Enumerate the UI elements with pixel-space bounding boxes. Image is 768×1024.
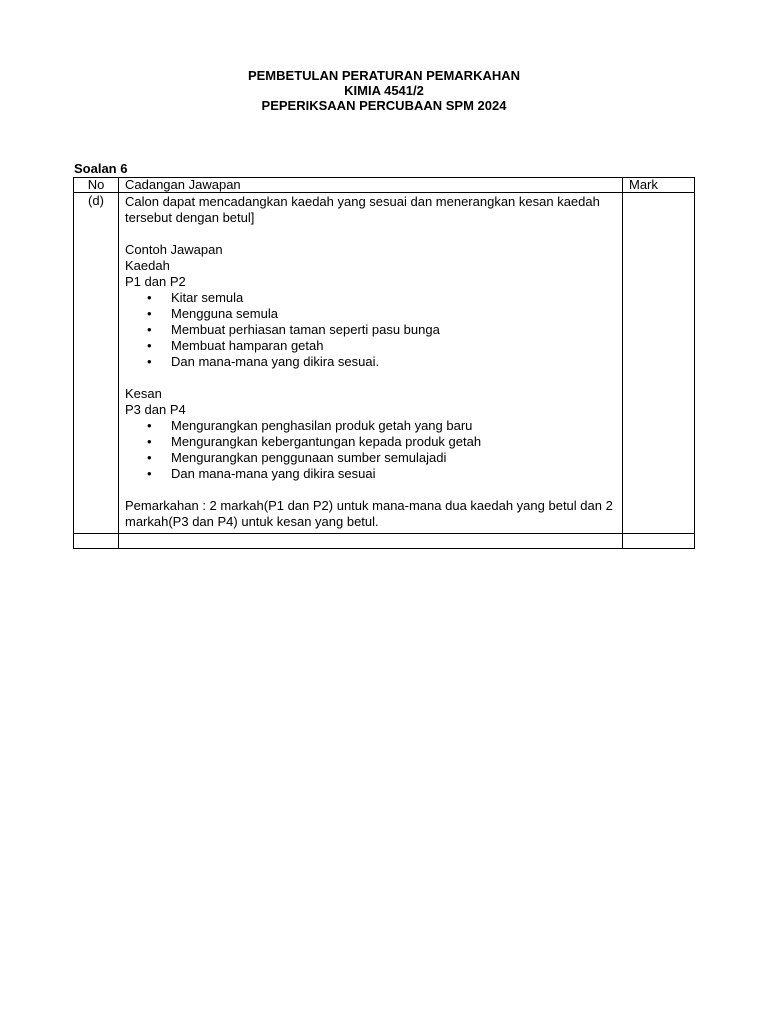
list-item <box>125 354 616 370</box>
list-item-text: Dan mana-mana yang dikira sesuai <box>171 466 376 481</box>
list-item-text: Membuat perhiasan taman seperti pasu bunga <box>171 322 440 337</box>
method-list <box>125 290 616 370</box>
table-row <box>74 193 695 534</box>
column-header-mark: Mark <box>623 178 695 193</box>
list-item <box>125 450 616 466</box>
list-item <box>125 306 616 322</box>
header-title: PEMBETULAN PERATURAN PEMARKAHAN <box>247 68 521 83</box>
marking-note: Pemarkahan : 2 markah(P1 dan P2) untuk mana-mana dua kaedah yang betul dan 2 markah(P3 dan P4) untuk kesan yang betul. <box>125 498 613 529</box>
example-title: Contoh Jawapan <box>125 242 223 257</box>
bullet-icon: • <box>147 338 152 353</box>
empty-cell <box>119 534 623 549</box>
method-points-label: P1 dan P2 <box>125 274 186 289</box>
list-item-text: Mengurangkan kebergantungan kepada produk getah <box>171 434 482 449</box>
empty-cell <box>74 534 119 549</box>
empty-cell <box>623 534 695 549</box>
list-item <box>125 466 616 482</box>
list-item-text: Mengurangkan penghasilan produk getah yang baru <box>171 418 473 433</box>
header-subject: KIMIA 4541/2 <box>344 83 424 98</box>
list-item-text: Kitar semula <box>171 290 244 305</box>
list-item-text: Dan mana-mana yang dikira sesuai. <box>171 354 380 369</box>
bullet-icon: • <box>147 290 152 305</box>
column-header-no: No <box>74 178 119 193</box>
bullet-icon: • <box>147 354 152 369</box>
answer-cell <box>119 193 623 534</box>
column-header-answer: Cadangan Jawapan <box>119 178 623 193</box>
question-label: Soalan 6 <box>74 161 128 176</box>
answer-table <box>73 177 695 549</box>
list-item <box>125 434 616 450</box>
method-title: Kaedah <box>125 258 170 273</box>
bullet-icon: • <box>147 466 152 481</box>
list-item <box>125 322 616 338</box>
list-item-text: Mengurangkan penggunaan sumber semulajadi <box>171 450 447 465</box>
answer-intro: Calon dapat mencadangkan kaedah yang sesuai dan menerangkan kesan kaedah tersebut dengan betul] <box>125 194 600 225</box>
bullet-icon: • <box>147 306 152 321</box>
header-exam: PEPERIKSAAN PERCUBAAN SPM 2024 <box>261 98 507 113</box>
document-header <box>0 68 768 113</box>
spacer <box>125 482 616 498</box>
list-item <box>125 338 616 354</box>
bullet-icon: • <box>147 322 152 337</box>
effect-list <box>125 418 616 482</box>
list-item-text: Mengguna semula <box>171 306 278 321</box>
bullet-icon: • <box>147 434 152 449</box>
effect-title: Kesan <box>125 386 162 401</box>
spacer <box>125 226 616 242</box>
row-number-cell: (d) <box>74 193 119 534</box>
empty-table-row <box>74 534 695 549</box>
effect-points-label: P3 dan P4 <box>125 402 186 417</box>
bullet-icon: • <box>147 450 152 465</box>
table-header-row <box>74 178 695 193</box>
spacer <box>125 370 616 386</box>
mark-cell <box>623 193 695 534</box>
list-item <box>125 418 616 434</box>
list-item-text: Membuat hamparan getah <box>171 338 324 353</box>
bullet-icon: • <box>147 418 152 433</box>
list-item <box>125 290 616 306</box>
